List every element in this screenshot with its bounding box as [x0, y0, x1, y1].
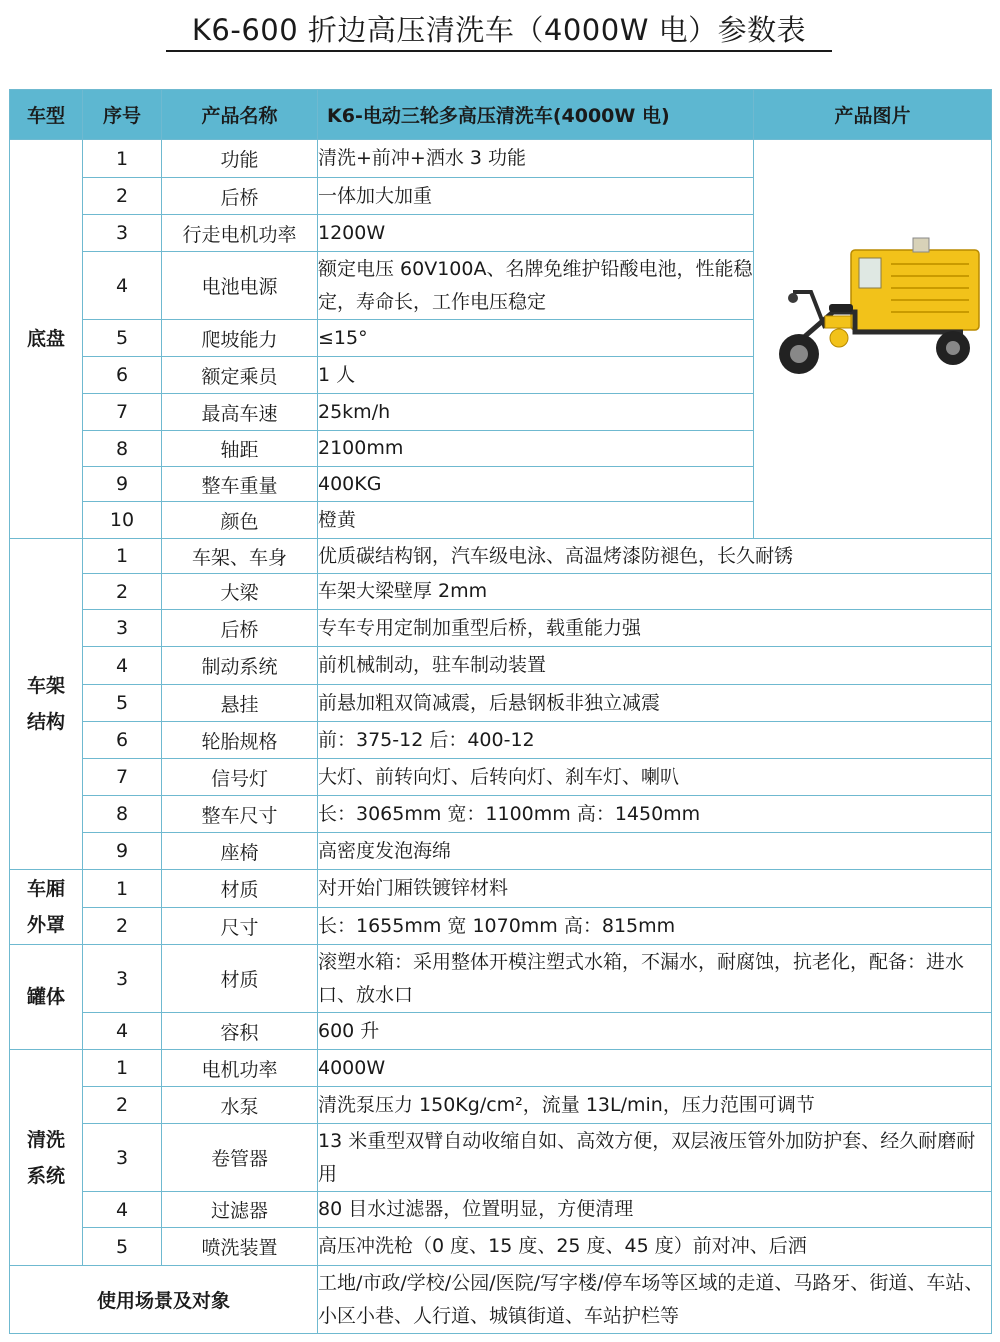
row-item: 制动系统	[162, 647, 318, 685]
table-row	[10, 610, 992, 647]
row-number: 3	[83, 610, 162, 647]
row-item: 材质	[162, 870, 318, 908]
row-number: 3	[83, 945, 162, 1013]
category-washing: 清洗系统	[10, 1050, 83, 1266]
table-row	[10, 1228, 992, 1266]
spec-table	[9, 89, 992, 1334]
table-row	[10, 685, 992, 722]
row-number: 4	[83, 1013, 162, 1050]
table-row	[10, 1124, 992, 1192]
row-item: 爬坡能力	[162, 320, 318, 357]
row-value: 80 目水过滤器，位置明显，方便清理	[318, 1192, 992, 1228]
header-image: 产品图片	[754, 90, 992, 140]
row-item: 整车重量	[162, 467, 318, 502]
category-chassis: 底盘	[10, 140, 83, 539]
row-value: 600 升	[318, 1013, 992, 1050]
table-row	[10, 870, 992, 908]
row-number: 7	[83, 394, 162, 431]
row-value: 清洗+前冲+洒水 3 功能	[318, 140, 754, 178]
table-row	[10, 908, 992, 945]
row-value: ≤15°	[318, 320, 754, 357]
row-number: 6	[83, 357, 162, 394]
row-number: 2	[83, 908, 162, 945]
row-number: 6	[83, 722, 162, 759]
row-item: 尺寸	[162, 908, 318, 945]
header-category: 车型	[10, 90, 83, 140]
row-value: 滚塑水箱：采用整体开模注塑式水箱，不漏水，耐腐蚀，抗老化，配备：进水口、放水口	[318, 945, 992, 1013]
row-value: 对开始门厢铁镀锌材料	[318, 870, 992, 908]
row-number: 9	[83, 467, 162, 502]
row-value: 前机械制动，驻车制动装置	[318, 647, 992, 685]
row-item: 过滤器	[162, 1192, 318, 1228]
row-item: 颜色	[162, 502, 318, 539]
usage-value: 工地/市政/学校/公园/医院/写字楼/停车场等区域的走道、马路牙、街道、车站、小区小巷、人行道、城镇街道、车站护栏等	[318, 1266, 992, 1334]
row-number: 1	[83, 1050, 162, 1087]
table-row	[10, 574, 992, 610]
category-cover: 车厢外罩	[10, 870, 83, 945]
row-item: 最高车速	[162, 394, 318, 431]
row-item: 卷管器	[162, 1124, 318, 1192]
row-number: 2	[83, 178, 162, 215]
row-item: 材质	[162, 945, 318, 1013]
row-value: 橙黄	[318, 502, 754, 539]
row-number: 8	[83, 431, 162, 467]
category-tank: 罐体	[10, 945, 83, 1050]
usage-label: 使用场景及对象	[10, 1266, 318, 1334]
row-item: 容积	[162, 1013, 318, 1050]
product-image-cell	[754, 140, 992, 539]
table-row	[10, 722, 992, 759]
row-item: 额定乘员	[162, 357, 318, 394]
row-item: 后桥	[162, 610, 318, 647]
table-row	[10, 539, 992, 574]
row-value: 1200W	[318, 215, 754, 252]
header-product-name: 产品名称	[162, 90, 318, 140]
row-number: 9	[83, 833, 162, 870]
row-item: 电机功率	[162, 1050, 318, 1087]
row-item: 水泵	[162, 1087, 318, 1124]
table-row	[10, 647, 992, 685]
row-number: 5	[83, 1228, 162, 1266]
row-item: 喷洗装置	[162, 1228, 318, 1266]
tricycle-washer-image	[763, 220, 983, 400]
row-item: 行走电机功率	[162, 215, 318, 252]
row-item: 功能	[162, 140, 318, 178]
row-value: 前：375-12 后：400-12	[318, 722, 992, 759]
row-number: 2	[83, 574, 162, 610]
row-item: 信号灯	[162, 759, 318, 796]
table-row-usage	[10, 1266, 992, 1334]
row-item: 后桥	[162, 178, 318, 215]
row-value: 长：1655mm 宽 1070mm 高：815mm	[318, 908, 992, 945]
table-row	[10, 759, 992, 796]
row-item: 轮胎规格	[162, 722, 318, 759]
table-row	[10, 796, 992, 833]
row-number: 1	[83, 870, 162, 908]
header-model: K6-电动三轮多高压清洗车(4000W 电)	[318, 90, 754, 140]
row-item: 车架、车身	[162, 539, 318, 574]
row-number: 3	[83, 215, 162, 252]
row-value: 2100mm	[318, 431, 754, 467]
row-value: 25km/h	[318, 394, 754, 431]
row-value: 大灯、前转向灯、后转向灯、刹车灯、喇叭	[318, 759, 992, 796]
row-number: 1	[83, 140, 162, 178]
table-row	[10, 1087, 992, 1124]
row-value: 前悬加粗双筒减震，后悬钢板非独立减震	[318, 685, 992, 722]
row-value: 高密度发泡海绵	[318, 833, 992, 870]
row-value: 优质碳结构钢，汽车级电泳、高温烤漆防褪色，长久耐锈	[318, 539, 992, 574]
row-value: 长：3065mm 宽：1100mm 高：1450mm	[318, 796, 992, 833]
row-number: 5	[83, 685, 162, 722]
row-value: 13 米重型双臂自动收缩自如、高效方便，双层液压管外加防护套、经久耐磨耐用	[318, 1124, 992, 1192]
table-row	[10, 1192, 992, 1228]
row-number: 4	[83, 252, 162, 320]
row-value: 车架大梁壁厚 2mm	[318, 574, 992, 610]
row-item: 大梁	[162, 574, 318, 610]
row-value: 1 人	[318, 357, 754, 394]
row-value: 专车专用定制加重型后桥，载重能力强	[318, 610, 992, 647]
row-value: 4000W	[318, 1050, 992, 1087]
row-item: 悬挂	[162, 685, 318, 722]
row-value: 额定电压 60V100A、名牌免维护铅酸电池，性能稳定，寿命长，工作电压稳定	[318, 252, 754, 320]
page-title: K6-600 折边高压清洗车（4000W 电）参数表	[166, 8, 832, 52]
row-item: 整车尺寸	[162, 796, 318, 833]
row-number: 7	[83, 759, 162, 796]
row-item: 电池电源	[162, 252, 318, 320]
row-value: 清洗泵压力 150Kg/cm²，流量 13L/min，压力范围可调节	[318, 1087, 992, 1124]
table-header-row	[10, 90, 992, 140]
row-number: 1	[83, 539, 162, 574]
header-index: 序号	[83, 90, 162, 140]
table-row	[10, 140, 992, 178]
row-number: 2	[83, 1087, 162, 1124]
row-number: 4	[83, 1192, 162, 1228]
row-number: 3	[83, 1124, 162, 1192]
row-value: 400KG	[318, 467, 754, 502]
table-row	[10, 833, 992, 870]
row-value: 一体加大加重	[318, 178, 754, 215]
row-number: 8	[83, 796, 162, 833]
row-number: 5	[83, 320, 162, 357]
table-row	[10, 1050, 992, 1087]
row-value: 高压冲洗枪（0 度、15 度、25 度、45 度）前对冲、后洒	[318, 1228, 992, 1266]
row-item: 轴距	[162, 431, 318, 467]
row-item: 座椅	[162, 833, 318, 870]
table-row	[10, 945, 992, 1013]
category-frame: 车架结构	[10, 539, 83, 870]
row-number: 10	[83, 502, 162, 539]
table-row	[10, 1013, 992, 1050]
row-number: 4	[83, 647, 162, 685]
